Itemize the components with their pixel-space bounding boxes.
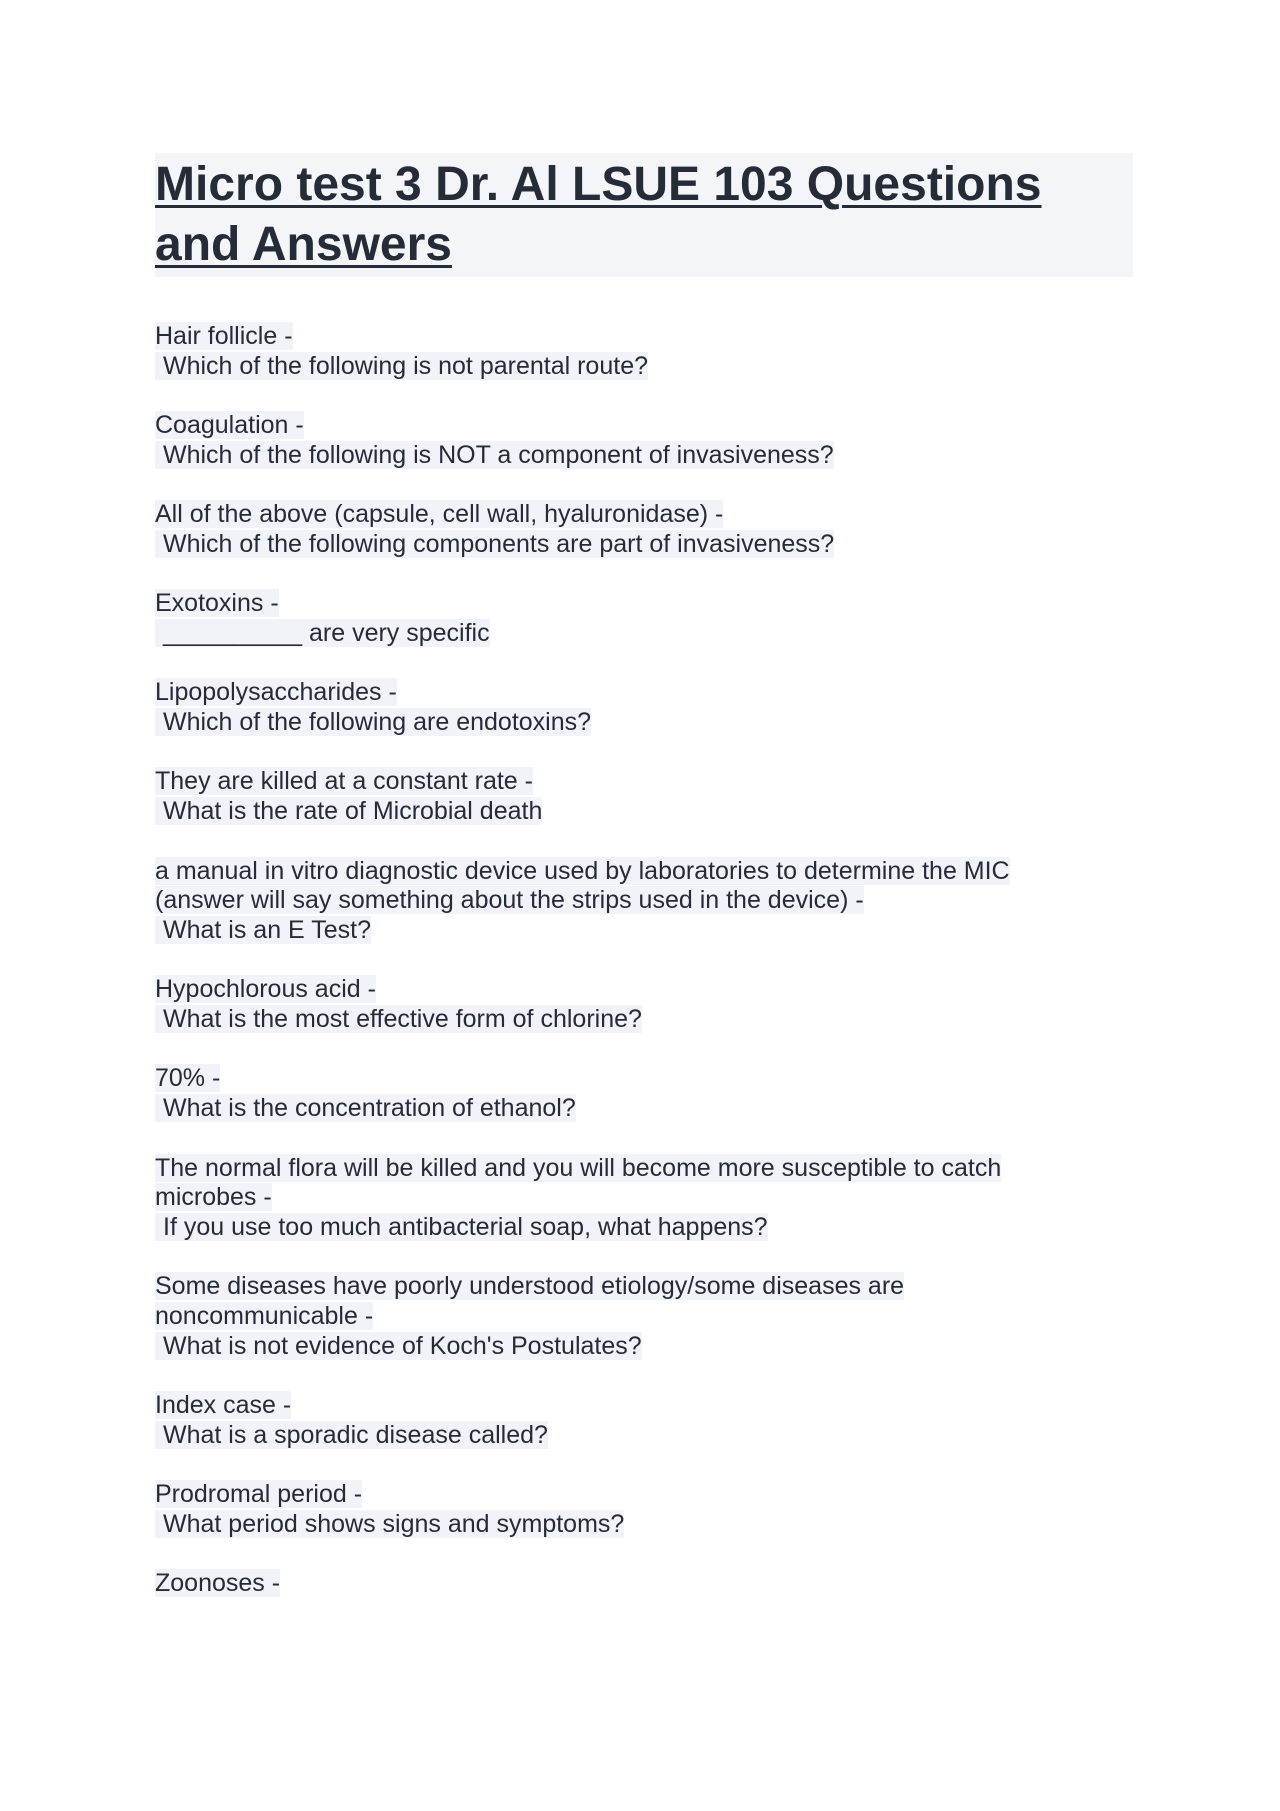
qa-item bbox=[155, 1064, 1115, 1123]
answer-text: Prodromal period - bbox=[155, 1480, 363, 1509]
qa-item bbox=[155, 1391, 1115, 1450]
question-text: Which of the following are endotoxins? bbox=[155, 708, 1115, 738]
answer-text: 70% - bbox=[155, 1064, 221, 1093]
question-text: Which of the following is not parental route? bbox=[155, 352, 1115, 382]
question-text: What is the rate of Microbial death bbox=[155, 797, 1115, 827]
title-block bbox=[155, 153, 1133, 277]
answer-text: noncommunicable - bbox=[155, 1302, 374, 1331]
answer-text: (answer will say something about the strips used in the device) - bbox=[155, 886, 864, 915]
qa-item bbox=[155, 678, 1115, 737]
qa-item bbox=[155, 1569, 1115, 1599]
answer-text: Hair follicle - bbox=[155, 322, 293, 350]
qa-list bbox=[155, 322, 1115, 1629]
answer-text: The normal flora will be killed and you will become more susceptible to catch bbox=[155, 1153, 1002, 1182]
question-text: What is a sporadic disease called? bbox=[155, 1421, 1115, 1451]
qa-item bbox=[155, 1272, 1115, 1361]
answer-text: Exotoxins - bbox=[155, 589, 279, 618]
document-title: Micro test 3 Dr. Al LSUE 103 Questions and Answers bbox=[155, 158, 1042, 271]
answer-text: They are killed at a constant rate - bbox=[155, 767, 533, 796]
answer-text: All of the above (capsule, cell wall, hyaluronidase) - bbox=[155, 500, 724, 529]
question-text: What is the most effective form of chlorine? bbox=[155, 1005, 1115, 1035]
answer-text: Some diseases have poorly understood etiology/some diseases are bbox=[155, 1272, 905, 1301]
answer-text: a manual in vitro diagnostic device used by laboratories to determine the MIC bbox=[155, 856, 1010, 885]
question-text: Which of the following is NOT a component of invasiveness? bbox=[155, 441, 1115, 471]
qa-item bbox=[155, 411, 1115, 470]
question-text: What is the concentration of ethanol? bbox=[155, 1094, 1115, 1124]
answer-text: Zoonoses - bbox=[155, 1569, 281, 1598]
question-text: __________ are very specific bbox=[155, 619, 1115, 649]
question-text: What is an E Test? bbox=[155, 916, 1115, 946]
qa-item bbox=[155, 975, 1115, 1034]
question-text: What period shows signs and symptoms? bbox=[155, 1510, 1115, 1540]
qa-item bbox=[155, 767, 1115, 826]
qa-item bbox=[155, 322, 1115, 381]
qa-item bbox=[155, 1154, 1115, 1243]
qa-item bbox=[155, 857, 1115, 946]
question-text: If you use too much antibacterial soap, what happens? bbox=[155, 1213, 1115, 1243]
answer-text: Index case - bbox=[155, 1391, 292, 1420]
answer-text: Hypochlorous acid - bbox=[155, 975, 376, 1004]
qa-item bbox=[155, 589, 1115, 648]
qa-item bbox=[155, 500, 1115, 559]
question-text: What is not evidence of Koch's Postulates? bbox=[155, 1332, 1115, 1362]
answer-text: Coagulation - bbox=[155, 411, 304, 440]
qa-item bbox=[155, 1480, 1115, 1539]
answer-text: Lipopolysaccharides - bbox=[155, 678, 397, 707]
answer-text: microbes - bbox=[155, 1183, 272, 1212]
question-text: Which of the following components are part of invasiveness? bbox=[155, 530, 1115, 560]
